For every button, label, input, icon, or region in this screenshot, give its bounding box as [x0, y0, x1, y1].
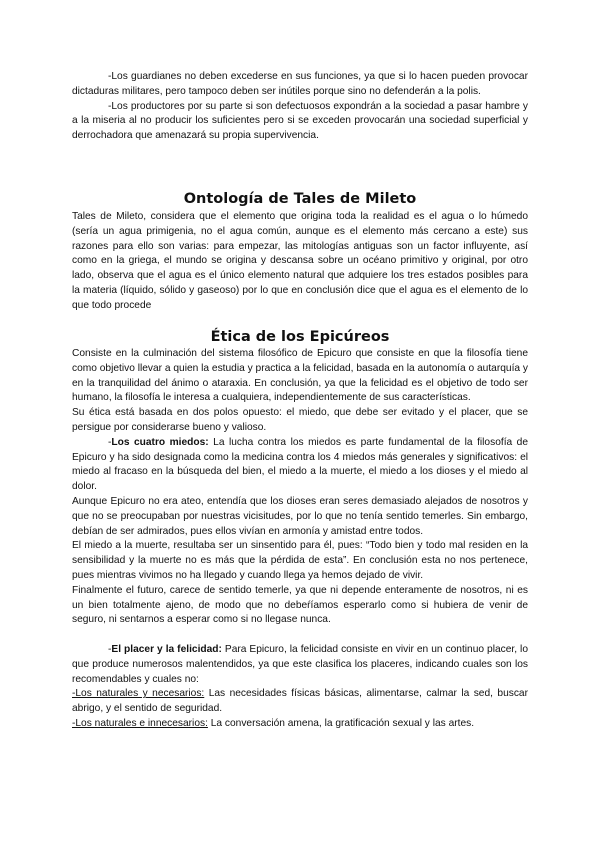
- epicureos-intro-paragraph: Consiste en la culminación del sistema filosófico de Epicuro que consiste en que la filosofía tiene como objetivo llevar a quien la estudia y practica a la felicidad, basada en la autonomía o autarquía y en la tranquilidad del ánimo o ataraxia. En conclusión, ya que la felicidad es el objetivo de todo ser humano, la filosofía le interesa a cualquiera, independientemente de sus características.: [72, 348, 528, 404]
- placer-text: Para Epicuro, la felicidad consiste en vivir en un continuo placer, lo que produce numerosos malentendidos, ya que este clasifica los placeres, indicando cuales son los recomendables y cuales no:: [72, 643, 528, 685]
- naturales-innecesarios-label: -Los naturales e innecesarios:: [72, 717, 208, 729]
- epicureos-heading: Ética de los Epicúreos: [210, 329, 390, 345]
- tales-heading: Ontología de Tales de Mileto: [183, 191, 417, 207]
- tales-section: [72, 190, 528, 208]
- epicureos-polos-paragraph: Su ética está basada en dos polos opuesto: el miedo, que debe ser evitado y el placer, que se persigue por considerarse bueno y valioso.: [72, 407, 528, 433]
- epicureos-section: [72, 347, 528, 732]
- naturales-necesarios-text: Las necesidades físicas básicas, alimentarse, calmar la sed, buscar abrigo, y el sentido de seguridad.: [72, 688, 528, 715]
- guardianes-paragraph: -Los guardianes no deben excederse en sus funciones, ya que si lo hacen pueden provocar dictaduras militares, pero tampoco deben ser inútiles porque sino no defenderán a la polis.: [72, 71, 528, 97]
- placer-paragraph: [72, 643, 528, 687]
- cuatro-miedos-prefix: -: [108, 436, 112, 448]
- tales-paragraph: Tales de Mileto, considera que el elemento que origina toda la realidad es el agua o lo húmedo (sería un agua primigenia, no el agua común, aunque es el elemento más cercano a este) sus razones para ello son varias: para empezar, las mitologías antiguas son un factor influyente, así como en la griega, el mundo se origina y descansa sobre un océano primitivo y original, por otro lado, observa que el agua es el único elemento natural que adquiere los tres estados posibles para la materia (líquido, sólido y gaseoso) por lo que en conclusión dice que el agua es el elemento de lo que todo procede: [72, 211, 528, 311]
- intro-section: [72, 70, 528, 144]
- cuatro-miedos-text: La lucha contra los miedos es parte fundamental de la filosofía de Epicuro y ha sido designada como la medicina contra los 4 miedos más generales y significativos: el miedo al fracaso en la búsqueda del bien, el miedo a la muerte, el miedo a los dioses y el miedo al dolor.: [72, 436, 528, 493]
- blank-line: [72, 628, 528, 643]
- naturales-innecesarios-text: La conversación amena, la gratificación sexual y las artes.: [207, 717, 475, 729]
- cuatro-miedos-paragraph: [72, 436, 528, 495]
- naturales-necesarios-item: [72, 687, 528, 717]
- productores-paragraph: -Los productores por su parte si son defectuosos expondrán a la sociedad a pasar hambre y a la miseria al no producir los suficientes pero si se exceden provocarán una sociedad superficial y derrochadora que amenazará su propia supervivencia.: [72, 100, 528, 142]
- placer-label: El placer y la felicidad:: [111, 643, 222, 655]
- naturales-necesarios-label: -Los naturales y necesarios:: [72, 688, 205, 700]
- dioses-paragraph: Aunque Epicuro no era ateo, entendía que los dioses eran seres demasiado alejados de nosotros y que no se preocupaban por nuestras vicisitudes, por lo que no tenía sentido temerles. Sin embargo, debían de ser admirados, pues ellos vivían en armonía y amistad entre todos.: [72, 495, 528, 537]
- muerte-paragraph: El miedo a la muerte, resultaba ser un sinsentido para él, pues: “Todo bien y todo mal residen en la sensibilidad y la muerte no es más que la pérdida de esta”. En conclusión esta no nos pertenece, pues mientras vivimos no ha llegado y cuando llega ya hemos dejado de vivir.: [72, 540, 528, 581]
- naturales-innecesarios-item: [72, 717, 528, 732]
- epicureos-heading-wrap: [72, 328, 528, 346]
- futuro-paragraph: Finalmente el futuro, carece de sentido temerle, ya que ni depende enteramente de nosotros, ni es un bien totalmente ajeno, de modo que no debeŕíamos esperarlo como si hubiera de venir de seguro, ni sentarnos a esperar como si no llegase nunca.: [72, 584, 528, 626]
- cuatro-miedos-label: Los cuatro miedos:: [111, 436, 209, 448]
- tales-body-wrap: [72, 210, 528, 314]
- placer-prefix: -: [108, 643, 112, 655]
